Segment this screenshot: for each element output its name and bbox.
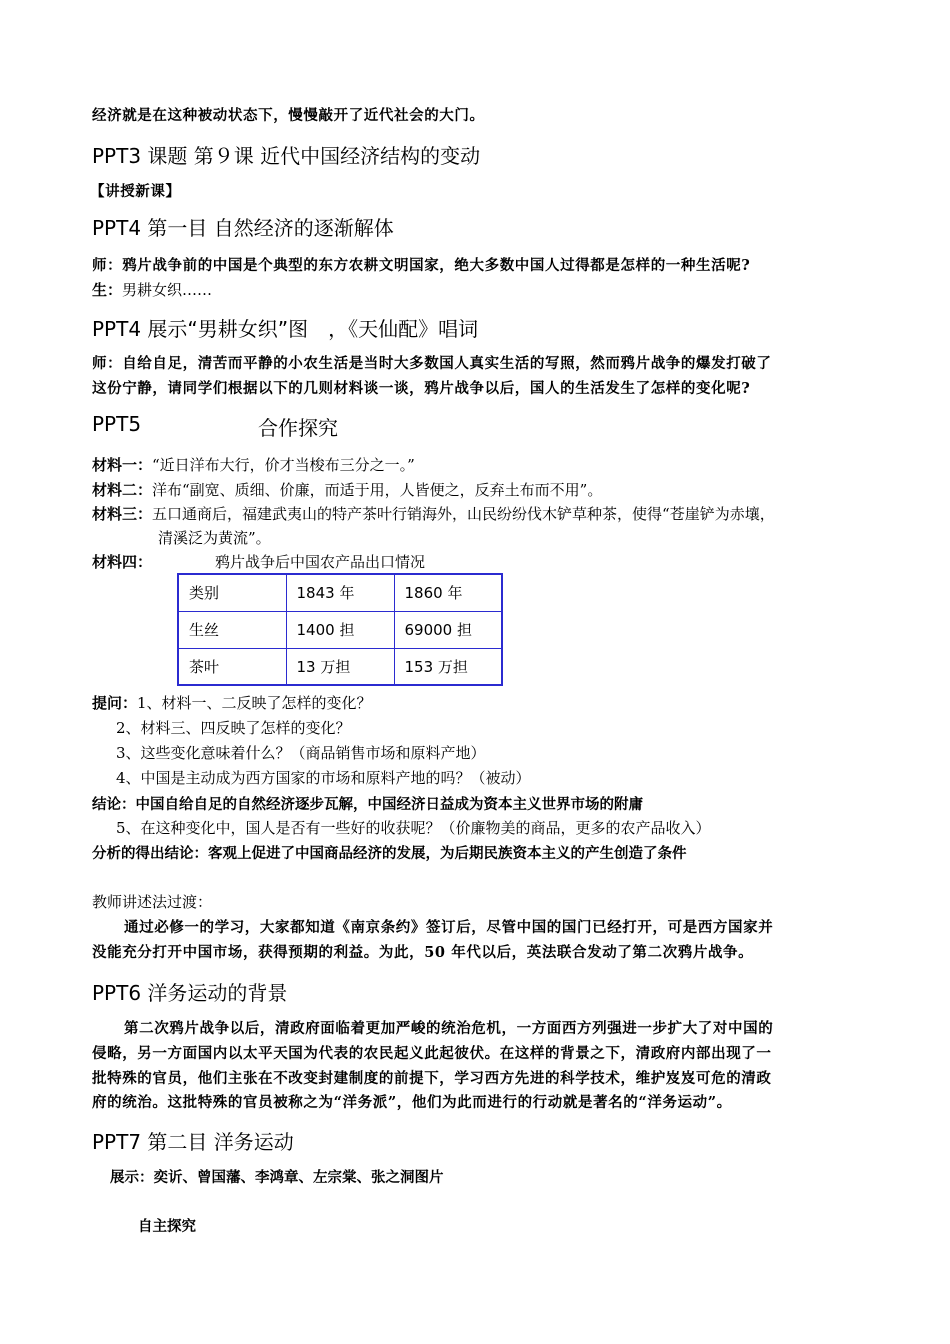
question-5: 5、在这种变化中，国人是否有一些好的收获呢？（价廉物美的商品，更多的农产品收入） [116,819,711,837]
ppt5-title: 合作探究 [258,416,338,440]
teacher-question-1: 师：鸦片战争前的中国是个典型的东方农耕文明国家，绝大多数中国人过得都是怎样的一种生活呢? [92,257,751,274]
question-item: 4、中国是主动成为西方国家的市场和原料产地的吗？（被动） [116,769,531,787]
show-line: 展示：奕䜣、曾国藩、李鸿章、左宗棠、张之洞图片 [110,1170,444,1186]
conclusion-1: 结论：中国自给自足的自然经济逐步瓦解，中国经济日益成为资本主义世界市场的附庸 [92,797,643,813]
material-text: “近日洋布大行，价才当梭布三分之一。” [152,456,415,474]
transition-label: 教师讲述法过渡： [92,893,213,911]
ppt7-heading: PPT7 第二目 洋务运动 [92,1130,294,1154]
table-cell: 1400 担 [286,611,394,648]
table-row [178,611,502,648]
material-4 [92,551,152,572]
background-line: 侵略，另一方面国内以太平天国为代表的农民起义此起彼伏。在这样的背景之下，清政府内部出现了一 [92,1045,772,1062]
question-label: 提问： [92,694,138,712]
question-item: 3、这些变化意味着什么？（商品销售市场和原料产地） [116,744,486,762]
teacher-question-2-line1: 师：自给自足，清苦而平静的小农生活是当时大多数国人真实生活的写照，然而鸦片战争的爆发打破了 [92,355,772,372]
material-label: 材料二： [92,481,153,499]
transition-line-2: 没能充分打开中国市场，获得预期的利益。为此，50 年代以后，英法联合发动了第二次鸦片战争。 [92,944,754,961]
material-label: 材料一： [92,456,153,474]
table-header-cell: 1860 年 [394,574,502,611]
material-text: 洋布“副宽、质细、价廉，而适于用，人皆便之，反弃土布而不用”。 [152,481,603,499]
material-label: 材料三： [92,505,153,523]
table-caption: 鸦片战争后中国农产品出口情况 [215,553,426,571]
table-header-row [178,574,502,611]
question-item: 1、材料一、二反映了怎样的变化？ [137,694,372,712]
new-lesson-tag: 【讲授新课】 [90,183,181,200]
background-line: 府的统治。这批特殊的官员被称之为“洋务派”，他们为此而进行的行动就是著名的“洋务运动”。 [92,1094,732,1111]
ppt5-label: PPT5 [92,412,142,436]
self-study-label: 自主探究 [138,1219,196,1235]
material-2 [92,479,602,500]
question-1-line [92,692,372,713]
material-3-continuation: 清溪泛为黄流”。 [158,529,271,547]
table-row [178,648,502,685]
table-cell: 茶叶 [178,648,286,685]
table-header-cell: 类别 [178,574,286,611]
student-label: 生： [92,281,123,299]
transition-line-1: 通过必修一的学习，大家都知道《南京条约》签订后，尽管中国的国门已经打开，可是西方国家并 [124,919,774,936]
background-line: 第二次鸦片战争以后，清政府面临着更加严峻的统治危机，一方面西方列强进一步扩大了对中国的 [124,1020,774,1037]
material-1 [92,454,415,475]
export-table [177,573,503,686]
question-item: 2、材料三、四反映了怎样的变化？ [116,719,351,737]
material-label: 材料四： [92,553,153,571]
table-cell: 13 万担 [286,648,394,685]
conclusion-2: 分析的得出结论：客观上促进了中国商品经济的发展，为后期民族资本主义的产生创造了条件 [92,846,687,862]
material-3 [92,503,775,524]
background-line: 批特殊的官员，他们主张在不改变封建制度的前提下，学习西方先进的科学技术，维护岌岌可危的清政 [92,1070,772,1087]
table-cell: 生丝 [178,611,286,648]
ppt4-heading-a: PPT4 第一目 自然经济的逐渐解体 [92,216,394,240]
table-header-cell: 1843 年 [286,574,394,611]
student-answer-line [92,279,212,300]
teacher-question-2-line2: 这份宁静，请同学们根据以下的几则材料谈一谈，鸦片战争以后，国人的生活发生了怎样的变化呢? [92,380,751,397]
table-cell: 153 万担 [394,648,502,685]
table-cell: 69000 担 [394,611,502,648]
material-text: 五口通商后，福建武夷山的特产茶叶行销海外，山民纷纷伐木铲草种茶，使得“苍崖铲为赤壤， [152,505,775,523]
ppt3-heading: PPT3 课题 第９课 近代中国经济结构的变动 [92,144,481,168]
intro-line: 经济就是在这种被动状态下，慢慢敲开了近代社会的大门。 [92,107,485,124]
ppt4-heading-b: PPT4 展示“男耕女织”图 ，《天仙配》唱词 [92,317,479,341]
student-answer: 男耕女织…… [122,281,213,299]
ppt6-heading: PPT6 洋务运动的背景 [92,981,288,1005]
